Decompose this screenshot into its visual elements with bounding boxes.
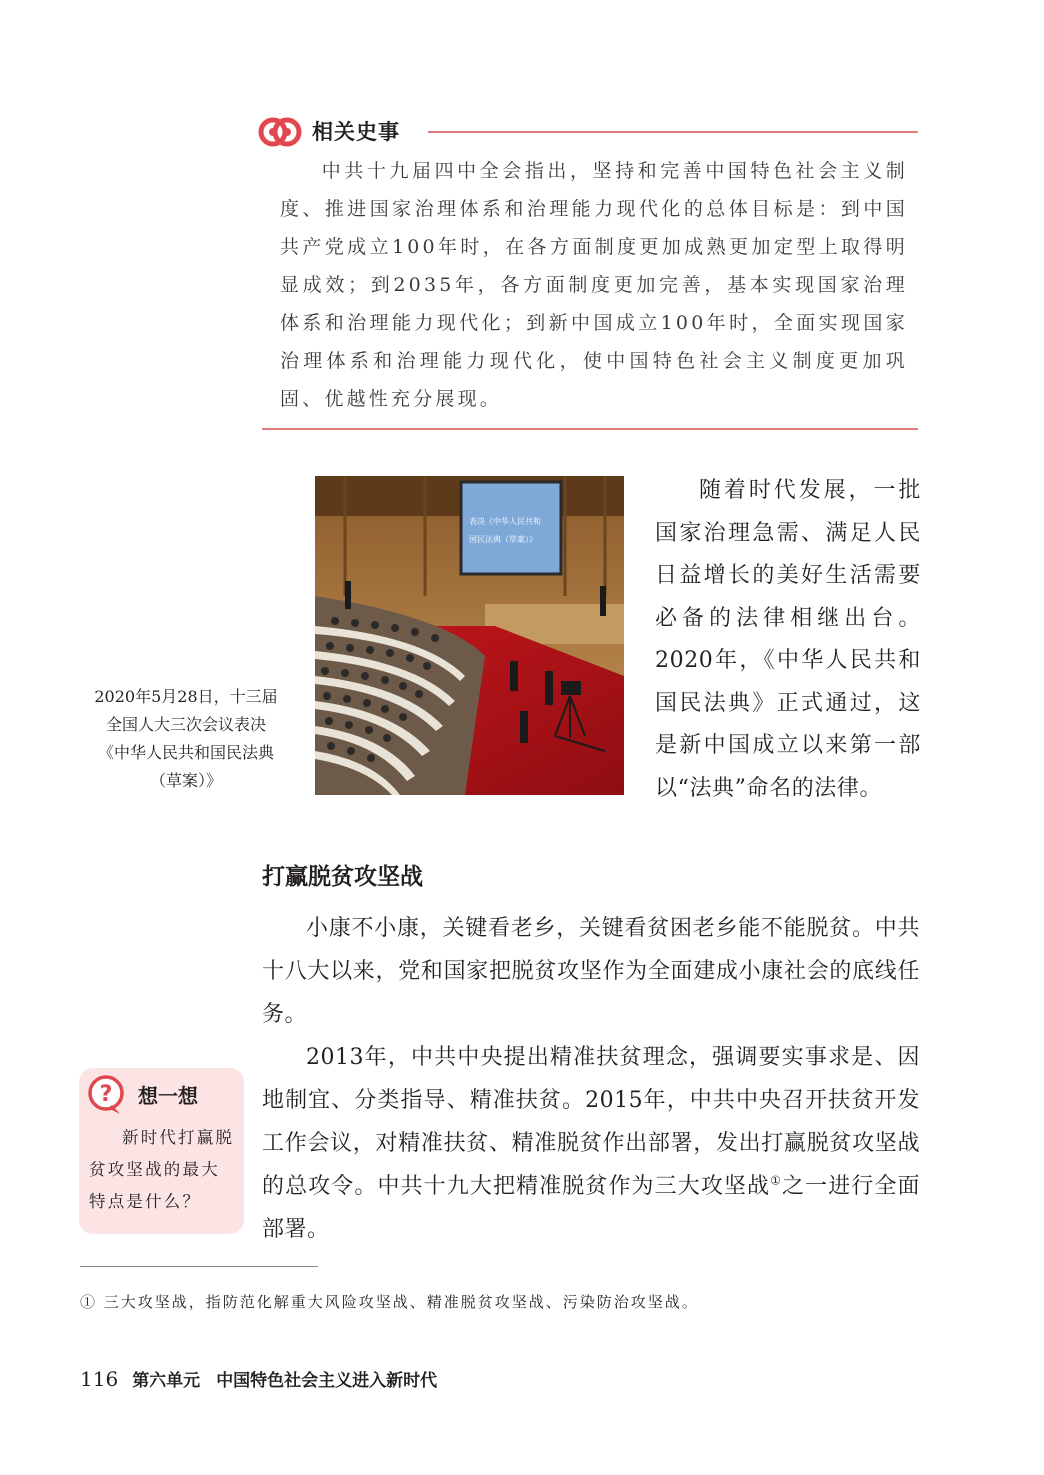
footnote-marker[interactable]: ① <box>770 1173 782 1188</box>
ornament-icon <box>258 112 302 152</box>
related-history-title: 相关史事 <box>312 120 400 144</box>
assembly-hall-photo <box>315 476 624 795</box>
photo-caption <box>80 683 292 795</box>
related-history-text: 中共十九届四中全会指出，坚持和完善中国特色社会主义制度、推进国家治理体系和治理能力现代化的总体目标是：到中国共产党成立100年时，在各方面制度更加成熟更加定型上取得明显成效；到2035年，各方面制度更加完善，基本实现国家治理体系和治理能力现代化；到新中国成立100年时，全面实现国家治理体系和治理能力现代化，使中国特色社会主义制度更加巩固、优越性充分展现。 <box>280 160 908 410</box>
paragraph-text: 之一进行全面部署。 <box>262 1174 920 1242</box>
footnote-divider <box>80 1266 318 1267</box>
page-number: 116 <box>80 1367 119 1391</box>
caption-line: 2020年5月28日，十三届 <box>94 687 278 706</box>
caption-line: 全国人大三次会议表决 <box>105 715 266 734</box>
section-body <box>262 907 920 1251</box>
caption-line: 《中华人民共和国民法典 <box>97 743 274 762</box>
side-paragraph-text: 随着时代发展，一批国家治理急需、满足人民日益增长的美好生活需要必备的法律相继出台。2020年，《中华人民共和国民法典》正式通过，这是新中国成立以来第一部以“法典”命名的法律。 <box>655 478 921 801</box>
paragraph: 小康不小康，关键看老乡，关键看贫困老乡能不能脱贫。中共十八大以来，党和国家把脱贫攻坚作为全面建成小康社会的底线任务。 <box>262 916 920 1027</box>
footnote: ① 三大攻坚战，指防范化解重大风险攻坚战、精准脱贫攻坚战、污染防治攻坚战。 <box>80 1293 699 1311</box>
unit-label: 第六单元 <box>132 1371 201 1391</box>
section-heading: 打赢脱贫攻坚战 <box>262 864 423 890</box>
screen-text-line2: 国民法典（草案）》 <box>469 535 537 544</box>
svg-text:?: ? <box>99 1082 113 1107</box>
page-footer <box>80 1366 437 1391</box>
think-title: 想一想 <box>138 1084 198 1108</box>
think-question: 新时代打赢脱贫攻坚战的最大特点是什么？ <box>89 1128 235 1211</box>
box-bottom-divider <box>262 428 918 430</box>
screen-text-line1: 表决《中华人民共和 <box>469 517 541 526</box>
paragraph <box>262 1036 920 1251</box>
paragraph-text: 2013年，中共中央提出精准扶贫理念，强调要实事求是、因地制宜、分类指导、精准扶贫。2015年，中共中央召开扶贫开发工作会议，对精准扶贫、精准脱贫作出部署，发出打赢脱贫攻坚战的总攻令。中共十九大把精准脱贫作为三大攻坚战 <box>262 1045 920 1199</box>
chapter-title: 中国特色社会主义进入新时代 <box>216 1371 438 1391</box>
box-top-divider <box>428 131 918 133</box>
caption-line: （草案）》 <box>149 771 222 790</box>
side-paragraph <box>655 470 921 810</box>
question-bubble-icon <box>86 1074 126 1116</box>
